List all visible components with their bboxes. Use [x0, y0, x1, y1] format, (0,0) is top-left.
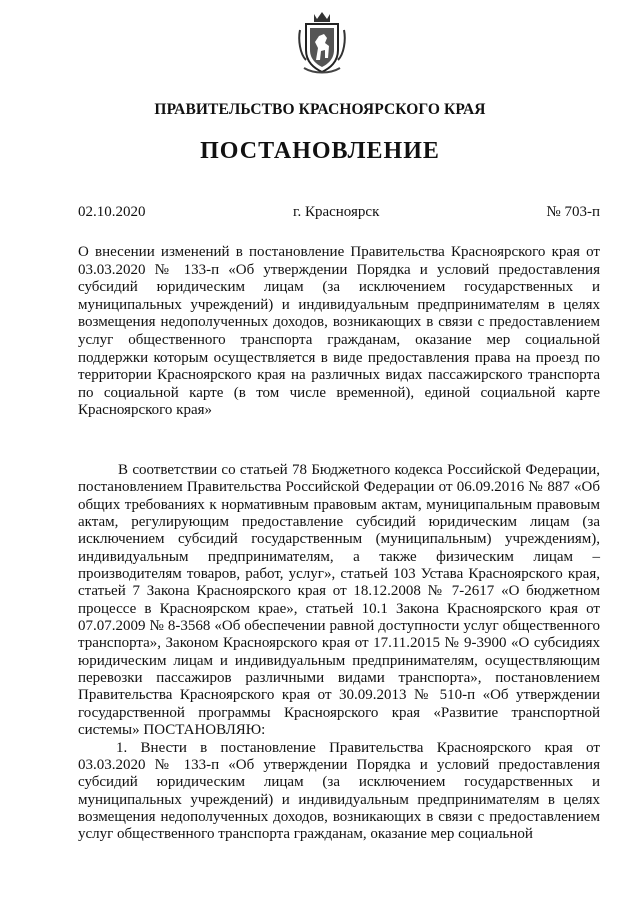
document-subject: О внесении изменений в постановление Правительства Красноярского края от 03.03.2020 № 133-п «Об утверждении Порядка и условий предоставления субсидий юридическим лицам (за исключением государственных и муниципальных учреждений) и индивидуальным предпринимателям в целях возмещения недополученных доходов, возникающих в связи с предоставлением услуг общественного транспорта гражданам, оказание мер социальной поддержки которым осуществляется в виде предоставления права на проезд по территории Красноярского края на различных видах пассажирского транспорта по социальной карте (в том числе временной), единой социальной карте Красноярского края»	[78, 244, 600, 419]
document-date: 02.10.2020	[78, 204, 146, 220]
body-item-1: 1. Внести в постановление Правительства Красноярского края от 03.03.2020 № 133-п «Об утверждении Порядка и условий предоставления субсидий юридическим лицам (за исключением государственных и муниципальных учреждений) и индивидуальным предпринимателям в целях возмещения недополученных доходов, возникающих в связи с предоставлением услуг общественного транспорта гражданам, оказание мер социальной	[78, 739, 600, 843]
document-number: № 703-п	[546, 204, 600, 220]
document-body	[78, 462, 600, 844]
document-meta-row	[78, 204, 600, 224]
coat-of-arms-icon	[294, 10, 350, 76]
body-preamble: В соответствии со статьей 78 Бюджетного кодекса Российской Федерации, постановлением Правительства Российской Федерации от 06.09.2016 № 887 «Об общих требованиях к нормативным правовым актам, муниципальным правовым актам, регулирующим предоставление субсидий юридическим лицам (за исключением субсидий государственным (муниципальным) учреждениям), индивидуальным предпринимателям, а также физическим лицам – производителям товаров, работ, услуг», статьей 103 Устава Красноярского края, статьей 7 Закона Красноярского края от 18.12.2008 № 7-2617 «О бюджетном процессе в Красноярском крае», статьей 10.1 Закона Красноярского края от 07.07.2009 № 8-3568 «Об обеспечении равной доступности услуг общественного транспорта», Законом Красноярского края от 17.11.2015 № 9-3900 «О субсидиях юридическим лицам и индивидуальным предпринимателям, осуществляющим перевозки пассажиров различными видами транспорта», постановлением Правительства Красноярского края от 30.09.2013 № 510-п «Об утверждении государственной программы Красноярского края «Развитие транспортной системы» ПОСТАНОВЛЯЮ:	[78, 462, 600, 739]
document-type-title: ПОСТАНОВЛЕНИЕ	[200, 138, 440, 164]
government-title: ПРАВИТЕЛЬСТВО КРАСНОЯРСКОГО КРАЯ	[154, 101, 486, 118]
document-city: г. Красноярск	[293, 204, 380, 220]
